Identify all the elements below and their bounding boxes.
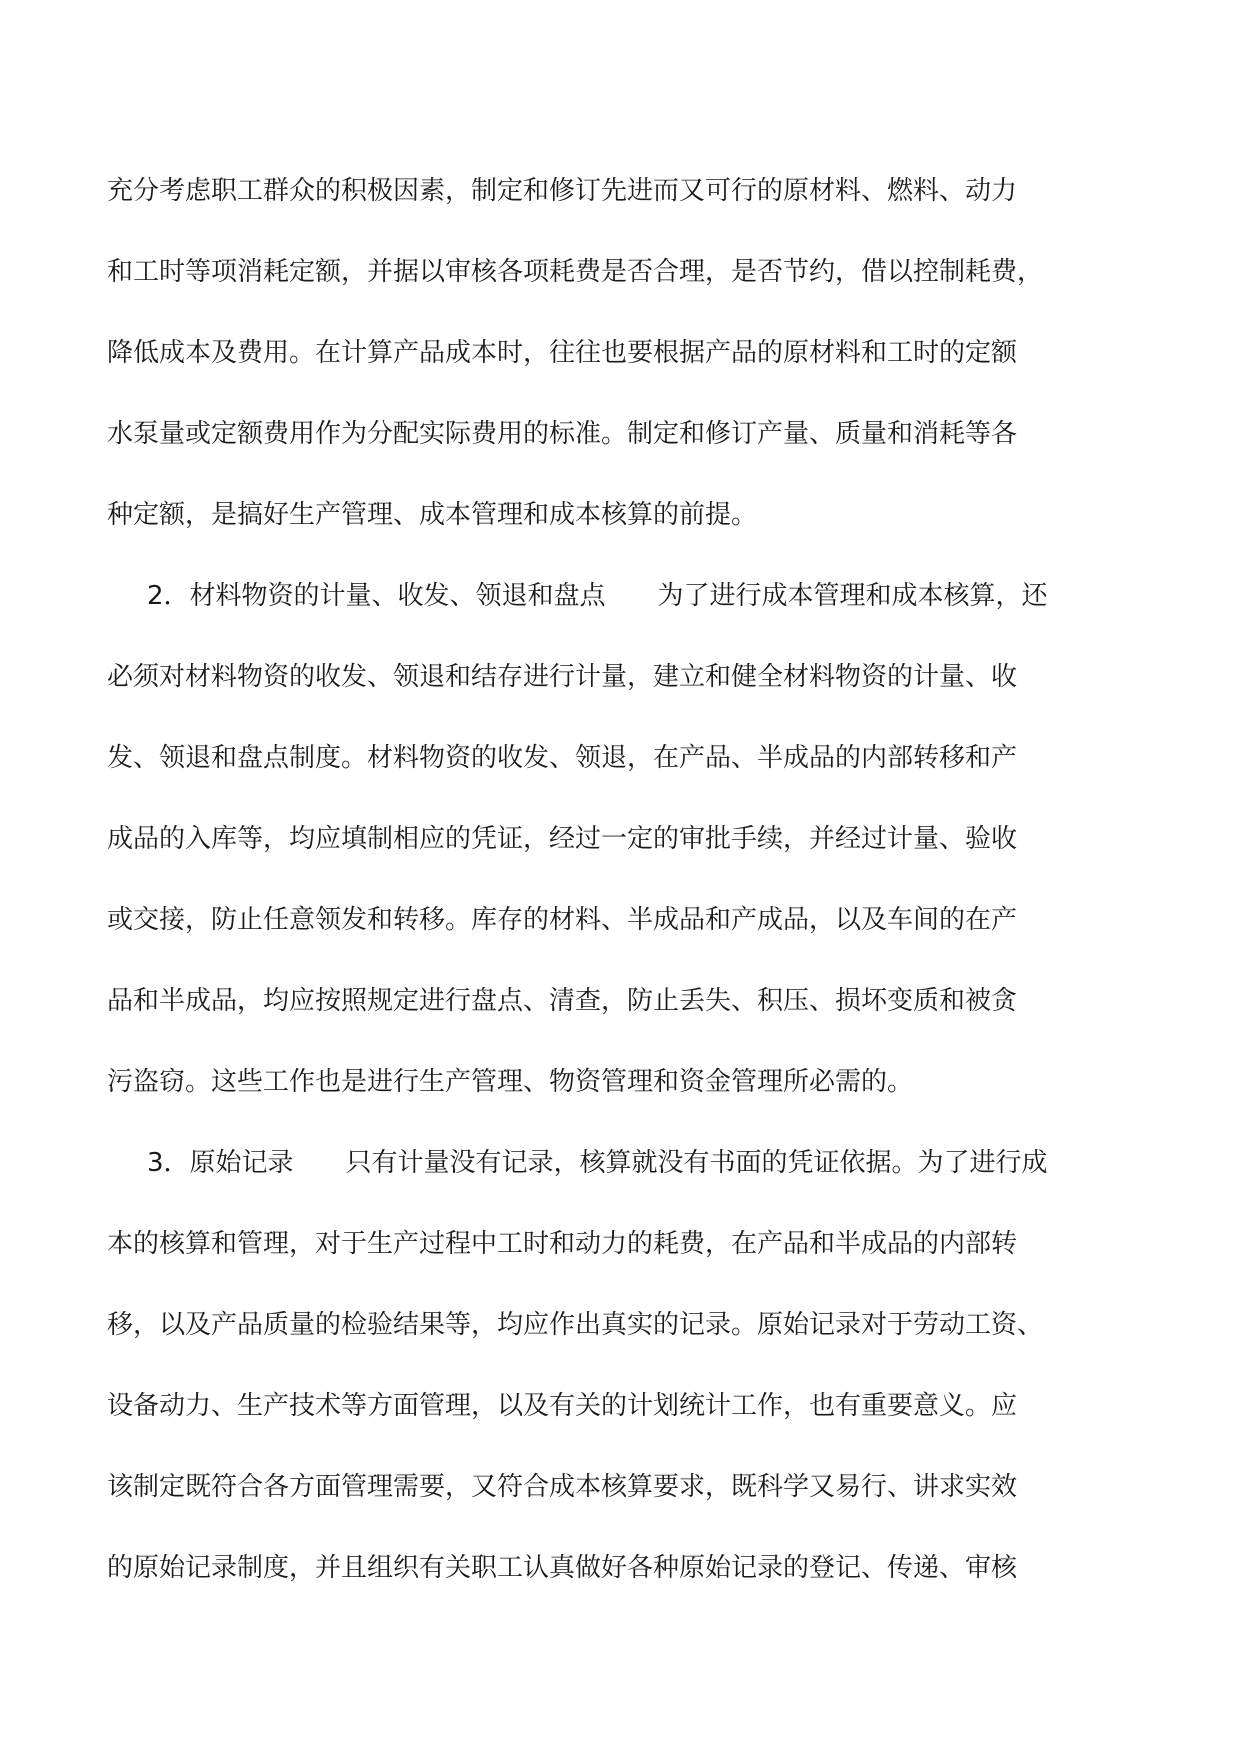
text-line: 品和半成品，均应按照规定进行盘点、清查，防止丢失、积压、损坏变质和被贪: [107, 986, 1018, 1016]
text-line: 或交接，防止任意领发和转移。库存的材料、半成品和产成品，以及车间的在产: [107, 905, 1018, 935]
text-line: 的原始记录制度，并且组织有关职工认真做好各种原始记录的登记、传递、审核: [107, 1553, 1018, 1583]
text-line: 水泵量或定额费用作为分配实际费用的标准。制定和修订产量、质量和消耗等各: [107, 419, 1018, 449]
text-line: 本的核算和管理，对于生产过程中工时和动力的耗费，在产品和半成品的内部转: [107, 1229, 1018, 1259]
text-line: 降低成本及费用。在计算产品成本时，往往也要根据产品的原材料和工时的定额: [107, 338, 1018, 368]
text-line: 污盗窃。这些工作也是进行生产管理、物资管理和资金管理所必需的。: [107, 1067, 914, 1097]
text-line: 种定额，是搞好生产管理、成本管理和成本核算的前提。: [107, 500, 758, 530]
section-heading-line: 2．材料物资的计量、收发、领退和盘点 为了进行成本管理和成本核算，还: [147, 581, 1048, 611]
text-line: 设备动力、生产技术等方面管理，以及有关的计划统计工作，也有重要意义。应: [107, 1391, 1018, 1421]
text-line: 充分考虑职工群众的积极因素，制定和修订先进而又可行的原材料、燃料、动力: [107, 176, 1018, 206]
text-line: 发、领退和盘点制度。材料物资的收发、领退，在产品、半成品的内部转移和产: [107, 743, 1018, 773]
text-line: 该制定既符合各方面管理需要，又符合成本核算要求，既科学又易行、讲求实效: [107, 1472, 1018, 1502]
text-line: 和工时等项消耗定额，并据以审核各项耗费是否合理，是否节约，借以控制耗费，: [107, 257, 1044, 287]
document-body: [107, 163, 1147, 1621]
text-line: 成品的入库等，均应填制相应的凭证，经过一定的审批手续，并经过计量、验收: [107, 824, 1018, 854]
text-line: 必须对材料物资的收发、领退和结存进行计量，建立和健全材料物资的计量、收: [107, 662, 1018, 692]
text-line: 移，以及产品质量的检验结果等，均应作出真实的记录。原始记录对于劳动工资、: [107, 1310, 1044, 1340]
section-heading-line: 3．原始记录 只有计量没有记录，核算就没有书面的凭证依据。为了进行成: [147, 1148, 1048, 1178]
